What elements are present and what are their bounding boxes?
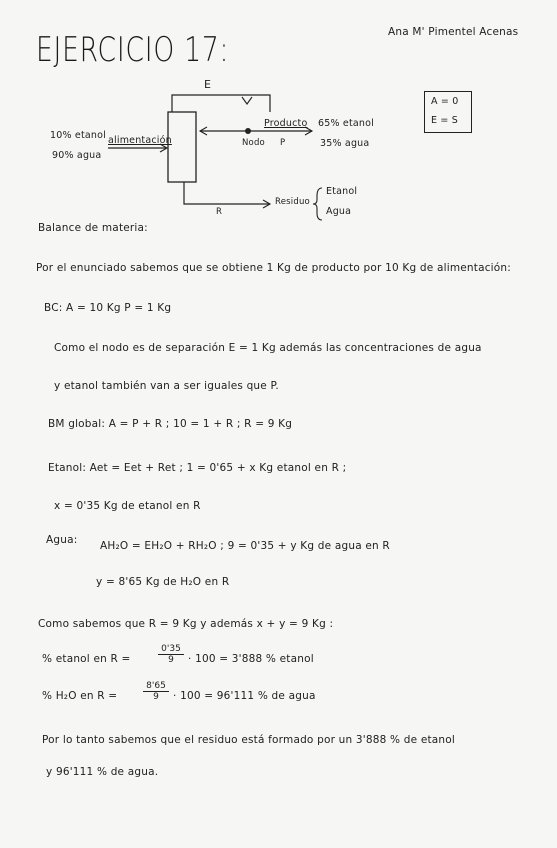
ethanol-percent-result: · 100 = 3'888 % etanol: [188, 653, 314, 665]
residue-label: Residuo: [275, 197, 310, 207]
ethanol-result-line: x = 0'35 Kg de etanol en R: [54, 500, 201, 512]
section-heading: Balance de materia:: [38, 222, 148, 234]
ethanol-fraction-denominator: 9: [168, 655, 174, 665]
product-water: 35% agua: [320, 138, 370, 149]
feed-water: 90% agua: [52, 150, 102, 161]
conclusion-line-2: y 96'111 % de agua.: [46, 766, 159, 778]
exercise-title: EJERCICIO 17:: [36, 30, 230, 70]
water-fraction: [143, 681, 169, 702]
top-stream-line: [172, 95, 270, 112]
base-calc-line: BC: A = 10 Kg P = 1 Kg: [44, 302, 172, 314]
given-e: E = S: [431, 115, 459, 126]
ethanol-percent-label: % etanol en R =: [42, 653, 131, 665]
product-ethanol: 65% etanol: [318, 118, 374, 129]
water-result-line: y = 8'65 Kg de H₂O en R: [96, 576, 230, 588]
conclusion-line-1: Por lo tanto sabemos que el residuo está formado por un 3'888 % de etanol: [42, 734, 456, 746]
author-name: Ana M' Pimentel Acenas: [388, 26, 519, 38]
explanation-line-2: y etanol también van a ser iguales que P.: [54, 380, 279, 392]
ethanol-fraction: [158, 644, 184, 665]
ethanol-fraction-numerator: 0'35: [158, 644, 184, 655]
separation-column: [168, 112, 196, 182]
water-percent-result: · 100 = 96'111 % de agua: [173, 690, 316, 702]
ethanol-balance-line: Etanol: Aet = Eet + Ret ; 1 = 0'65 + x Kg etanol en R ;: [48, 462, 347, 474]
water-label: Agua:: [46, 534, 78, 546]
product-label: Producto: [264, 118, 308, 129]
global-balance-line: BM global: A = P + R ; 10 = 1 + R ; R = 9 Kg: [48, 418, 293, 430]
top-stream-label: E: [204, 78, 212, 91]
product-stream-label: P: [280, 138, 286, 148]
bottom-stream-label: R: [216, 207, 223, 217]
water-fraction-numerator: 8'65: [143, 681, 169, 692]
given-a: A = 0: [431, 96, 459, 107]
explanation-line-1: Como el nodo es de separación E = 1 Kg además las concentraciones de agua: [54, 342, 482, 354]
residue-line: [184, 182, 270, 204]
water-percent-label: % H₂O en R =: [42, 690, 118, 702]
water-fraction-denominator: 9: [153, 692, 159, 702]
node-point: [245, 128, 251, 134]
residue-water: Agua: [326, 206, 352, 217]
top-stream-arrow: [242, 97, 252, 104]
feed-ethanol: 10% etanol: [50, 130, 106, 141]
residue-brace: [313, 188, 322, 220]
node-label: Nodo: [242, 138, 265, 148]
water-balance-line: AH₂O = EH₂O + RH₂O ; 9 = 0'35 + y Kg de agua en R: [100, 540, 390, 552]
residue-ethanol: Etanol: [326, 186, 358, 197]
sum-line: Como sabemos que R = 9 Kg y además x + y = 9 Kg :: [38, 618, 334, 630]
statement-line: Por el enunciado sabemos que se obtiene 1 Kg de producto por 10 Kg de alimentación:: [36, 262, 512, 274]
feed-label: alimentación: [108, 135, 172, 146]
